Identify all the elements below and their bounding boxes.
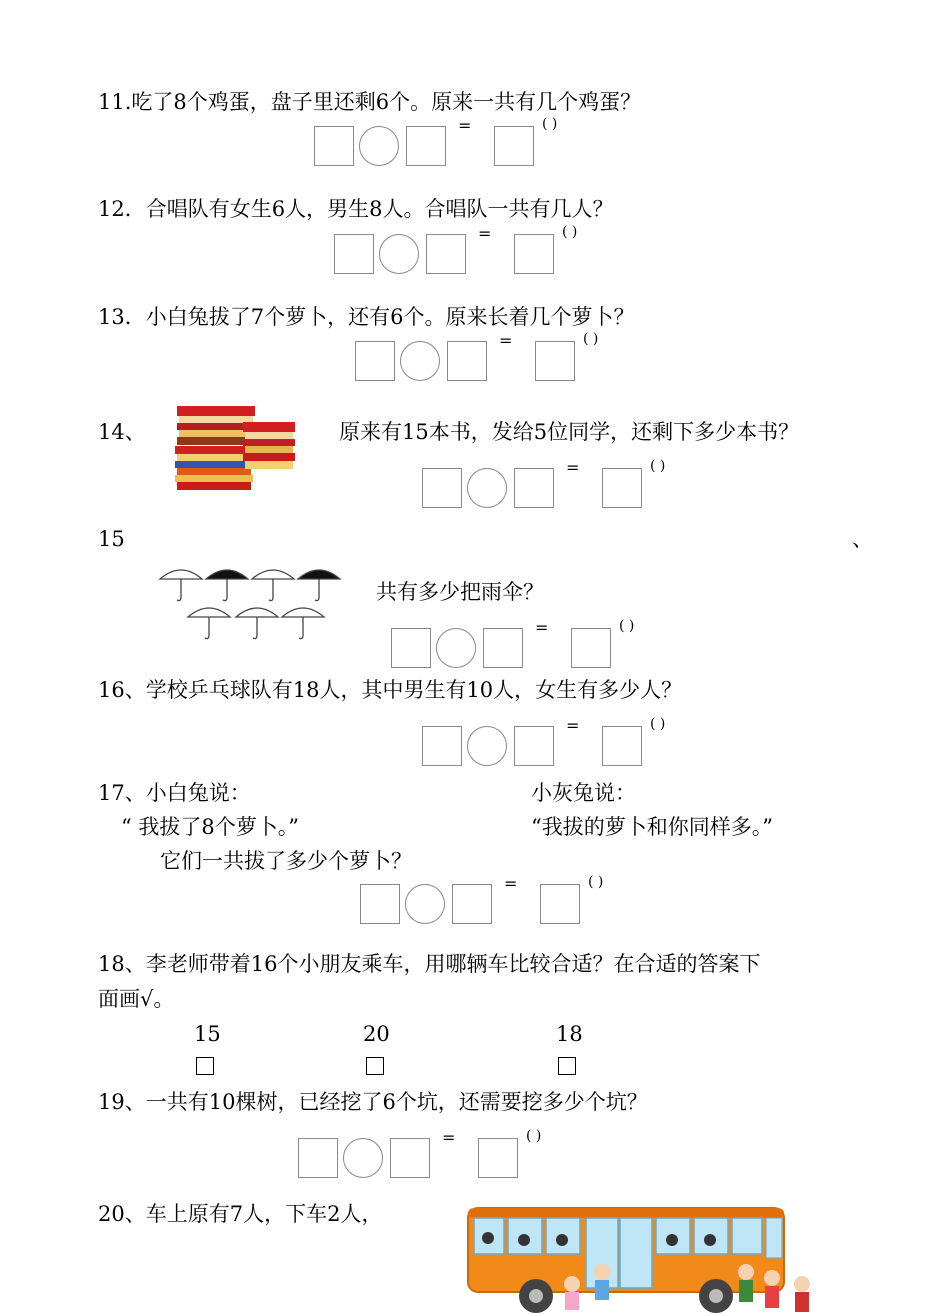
unit-parentheses: ( ): [526, 1128, 542, 1144]
answer-equation-13: [355, 331, 655, 379]
result-box[interactable]: [540, 884, 580, 924]
answer-equation-16: [422, 716, 722, 764]
equals-sign: =: [566, 716, 580, 735]
result-box[interactable]: [478, 1138, 518, 1178]
number-box[interactable]: [447, 341, 487, 381]
number-box[interactable]: [422, 468, 462, 508]
answer-equation-19: [298, 1128, 598, 1176]
equals-sign: =: [458, 116, 472, 135]
equals-sign: =: [566, 458, 580, 477]
question-12: 12．合唱队有女生6人，男生8人。合唱队一共有几人？: [98, 197, 614, 221]
result-box[interactable]: [514, 234, 554, 274]
result-box[interactable]: [602, 468, 642, 508]
number-box[interactable]: [422, 726, 462, 766]
operator-circle[interactable]: [343, 1138, 383, 1178]
books-illustration: [155, 402, 300, 494]
question-13: 13．小白兔拔了7个萝卜，还有6个。原来长着几个萝卜？: [98, 305, 635, 329]
result-box[interactable]: [535, 341, 575, 381]
equals-sign: =: [499, 331, 513, 350]
question-18-line2: 面画√。: [98, 987, 175, 1011]
number-box[interactable]: [406, 126, 446, 166]
unit-parentheses: ( ): [619, 618, 635, 634]
operator-circle[interactable]: [436, 628, 476, 668]
equals-sign: =: [442, 1128, 456, 1147]
question-15-number: 15: [98, 527, 125, 551]
operator-circle[interactable]: [359, 126, 399, 166]
number-box[interactable]: [391, 628, 431, 668]
question-15-mark: 、: [852, 527, 873, 551]
umbrellas-illustration: [158, 565, 348, 645]
question-17-quote-b: “我拔的萝卜和你同样多。”: [531, 815, 773, 839]
number-box[interactable]: [360, 884, 400, 924]
equals-sign: =: [504, 874, 518, 893]
answer-equation-14: [422, 458, 722, 506]
question-18-line1: 18、李老师带着16个小朋友乘车，用哪辆车比较合适？在合适的答案下: [98, 952, 761, 976]
result-box[interactable]: [494, 126, 534, 166]
question-17-speaker-b: 小灰兔说：: [531, 781, 636, 805]
number-box[interactable]: [514, 726, 554, 766]
operator-circle[interactable]: [379, 234, 419, 274]
option-checkbox[interactable]: [558, 1057, 576, 1075]
option-checkbox[interactable]: [196, 1057, 214, 1075]
option-label: 15: [194, 1022, 221, 1046]
option-label: 18: [556, 1022, 583, 1046]
unit-parentheses: ( ): [583, 331, 599, 347]
question-16: 16、学校乒乓球队有18人，其中男生有10人，女生有多少人？: [98, 678, 683, 702]
number-box[interactable]: [452, 884, 492, 924]
operator-circle[interactable]: [400, 341, 440, 381]
question-11: 11.吃了8个鸡蛋，盘子里还剩6个。原来一共有几个鸡蛋？: [98, 90, 642, 114]
option-checkbox[interactable]: [366, 1057, 384, 1075]
operator-circle[interactable]: [405, 884, 445, 924]
bus-illustration: [466, 1202, 826, 1316]
question-17-speaker-a: 17、小白兔说：: [98, 781, 251, 805]
question-15: 共有多少把雨伞？: [376, 580, 544, 604]
question-14-number: 14、: [98, 420, 146, 444]
result-box[interactable]: [571, 628, 611, 668]
option-label: 20: [363, 1022, 390, 1046]
unit-parentheses: ( ): [588, 874, 604, 890]
question-17-quote-a: “ 我拔了8个萝卜。”: [121, 815, 300, 839]
unit-parentheses: ( ): [542, 116, 558, 132]
number-box[interactable]: [314, 126, 354, 166]
number-box[interactable]: [426, 234, 466, 274]
equals-sign: =: [478, 224, 492, 243]
result-box[interactable]: [602, 726, 642, 766]
operator-circle[interactable]: [467, 726, 507, 766]
number-box[interactable]: [355, 341, 395, 381]
unit-parentheses: ( ): [562, 224, 578, 240]
answer-equation-11: [314, 116, 614, 164]
unit-parentheses: ( ): [650, 716, 666, 732]
number-box[interactable]: [298, 1138, 338, 1178]
answer-equation-12: [334, 224, 634, 272]
equals-sign: =: [535, 618, 549, 637]
question-19: 19、一共有10棵树，已经挖了6个坑，还需要挖多少个坑？: [98, 1090, 648, 1114]
answer-equation-15: [391, 618, 691, 666]
number-box[interactable]: [483, 628, 523, 668]
question-20: 20、车上原有7人，下车2人，: [98, 1202, 383, 1226]
operator-circle[interactable]: [467, 468, 507, 508]
question-14: 原来有15本书，发给5位同学，还剩下多少本书？: [339, 420, 800, 444]
answer-equation-17: [360, 874, 660, 922]
number-box[interactable]: [514, 468, 554, 508]
unit-parentheses: ( ): [650, 458, 666, 474]
number-box[interactable]: [334, 234, 374, 274]
question-17: 它们一共拔了多少个萝卜？: [160, 849, 412, 873]
number-box[interactable]: [390, 1138, 430, 1178]
